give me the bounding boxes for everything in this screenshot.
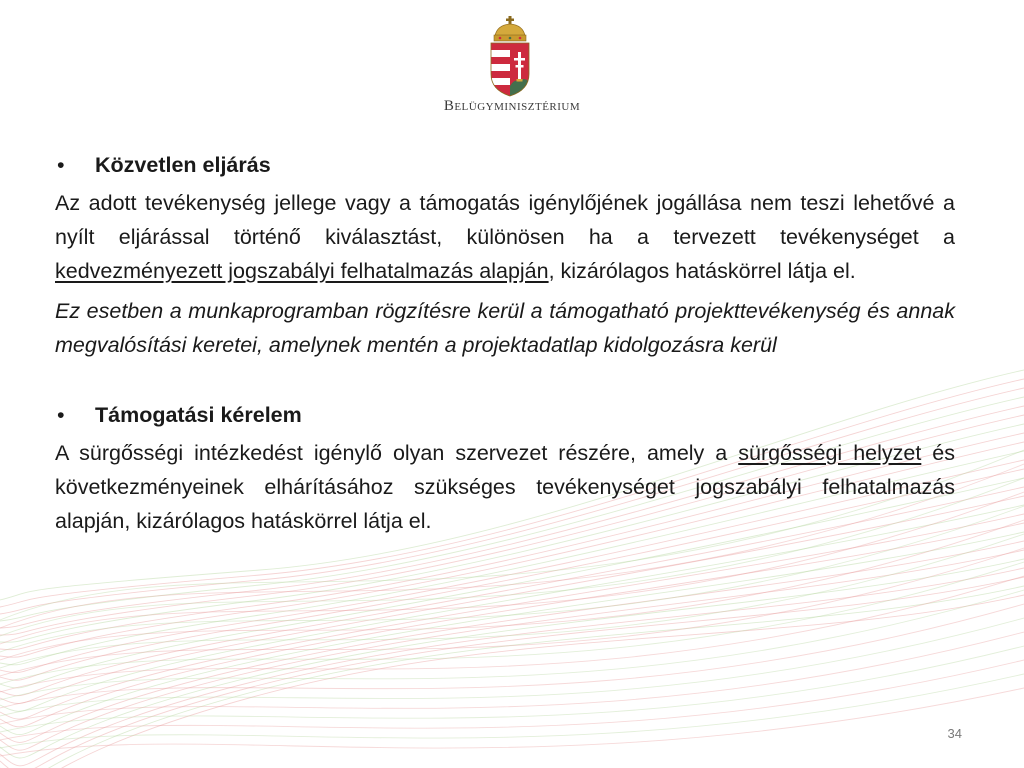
wave-line — [0, 595, 1024, 768]
underlined-text-beneficiary: kedvezményezett jogszabályi felhatalmazás alapján — [55, 259, 549, 283]
page-number: 34 — [947, 726, 962, 741]
bullet-icon: • — [57, 403, 65, 427]
paragraph-text: A sürgősségi intézkedést igénylő olyan szervezet részére, amely a — [55, 441, 739, 465]
section-heading-support-request — [55, 398, 955, 432]
bullet-icon: • — [57, 153, 65, 177]
wave-line — [0, 674, 1024, 748]
paragraph-text: és következményeinek elhárításához szükséges tevékenységet jogszabályi felhatalmazás alapján, kizárólagos hatáskörrel látja el. — [55, 441, 956, 533]
ministry-name: Belügyminisztérium — [443, 98, 581, 114]
wave-line — [0, 576, 1024, 692]
wave-line — [0, 548, 1024, 676]
paragraph-direct-procedure — [55, 186, 955, 288]
heading-text: Közvetlen eljárás — [95, 153, 271, 177]
paragraph-work-programme: Ez esetben a munkaprogramban rögzítésre kerül a támogatható projekttevékenység és annak megvalósítási keretei, amelynek mentén a projektadatlap kidolgozásra kerül — [55, 299, 955, 357]
coat-of-arms-icon — [487, 16, 533, 98]
wave-line — [0, 586, 1024, 768]
underlined-text-emergency: sürgősségi helyzet — [738, 441, 922, 465]
paragraph-text: , kizárólagos hatáskörrel látja el. — [548, 259, 856, 283]
heading-text: Támogatási kérelem — [95, 403, 302, 427]
slide-body — [55, 148, 955, 544]
section-heading-direct-procedure — [55, 148, 955, 182]
paragraph-text: Az adott tevékenység jellege vagy a támogatás igénylőjének jogállása nem teszi lehetővé a nyílt eljárással történő kiválasztást, különösen ha a tervezett tevékenységet a — [55, 191, 955, 249]
paragraph-emergency — [55, 436, 955, 538]
